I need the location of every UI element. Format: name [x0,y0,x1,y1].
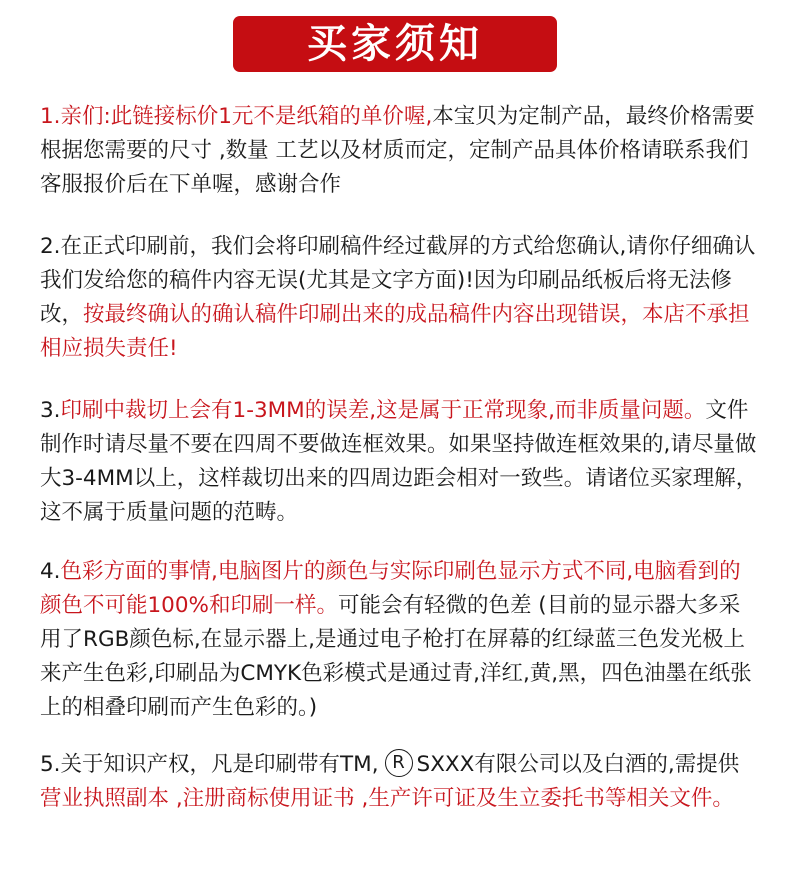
notice-5 [40,748,760,816]
notice-3-highlight: 印刷中裁切上会有1-3MM的误差,这是属于正常现象,而非质量问题。 [60,398,706,423]
notice-4 [40,555,760,725]
notice-2-highlight: 按最终确认的确认稿件印刷出来的成品稿件内容出现错误，本店不承担相应损失责任! [40,302,750,361]
registered-trademark-icon: R [385,749,413,777]
notice-1-text: 本宝贝为定制产品，最终价格需要根据您需要的尺寸 ,数量 工艺以及材质而定，定制产品具体价格请联系我们客服报价后在下单喔，感谢合作 [40,104,755,197]
notice-4-number: 4. [40,559,61,584]
buyer-notice-banner [233,16,557,72]
banner-title: 买家须知 [307,21,483,67]
notice-1 [40,100,760,202]
notice-3-text: 文件制作时请尽量不要在四周不要做连框效果。如果坚持做连框效果的,请尽量做大3-4MM以上，这样裁切出来的四周边距会相对一致些。请诸位买家理解，这不属于质量问题的范畴。 [40,398,758,525]
notice-3 [40,394,760,530]
notice-2 [40,230,760,366]
notice-1-highlight: 1.亲们:此链接标价1元不是纸箱的单价喔, [40,104,433,129]
notice-5-highlight: 营业执照副本 ,注册商标使用证书 ,生产许可证及生立委托书等相关文件。 [40,786,734,811]
notice-5-text: 5.关于知识产权，凡是印刷带有TM, [40,752,379,777]
notice-3-number: 3. [40,398,61,423]
notice-5-text-2: SXXX有限公司以及白酒的,需提供 [416,752,740,777]
notice-4-text: 可能会有轻微的色差 (目前的显示器大多采用了RGB颜色标,在显示器上,是通过电子枪打在屏幕的红绿蓝三色发光极上来产生色彩,印刷品为CMYK色彩模式是通过青,洋红,黄,黑，四色油墨在纸张上的相叠印刷而产生色彩的。) [40,593,752,720]
notice-4-highlight: 色彩方面的事情,电脑图片的颜色与实际印刷色显示方式不同,电脑看到的颜色不可能100%和印刷一样。 [40,559,741,618]
notice-2-text: 2.在正式印刷前，我们会将印刷稿件经过截屏的方式给您确认,请你仔细确认我们发给您的稿件内容无误(尤其是文字方面)!因为印刷品纸板后将无法修改， [40,234,756,327]
